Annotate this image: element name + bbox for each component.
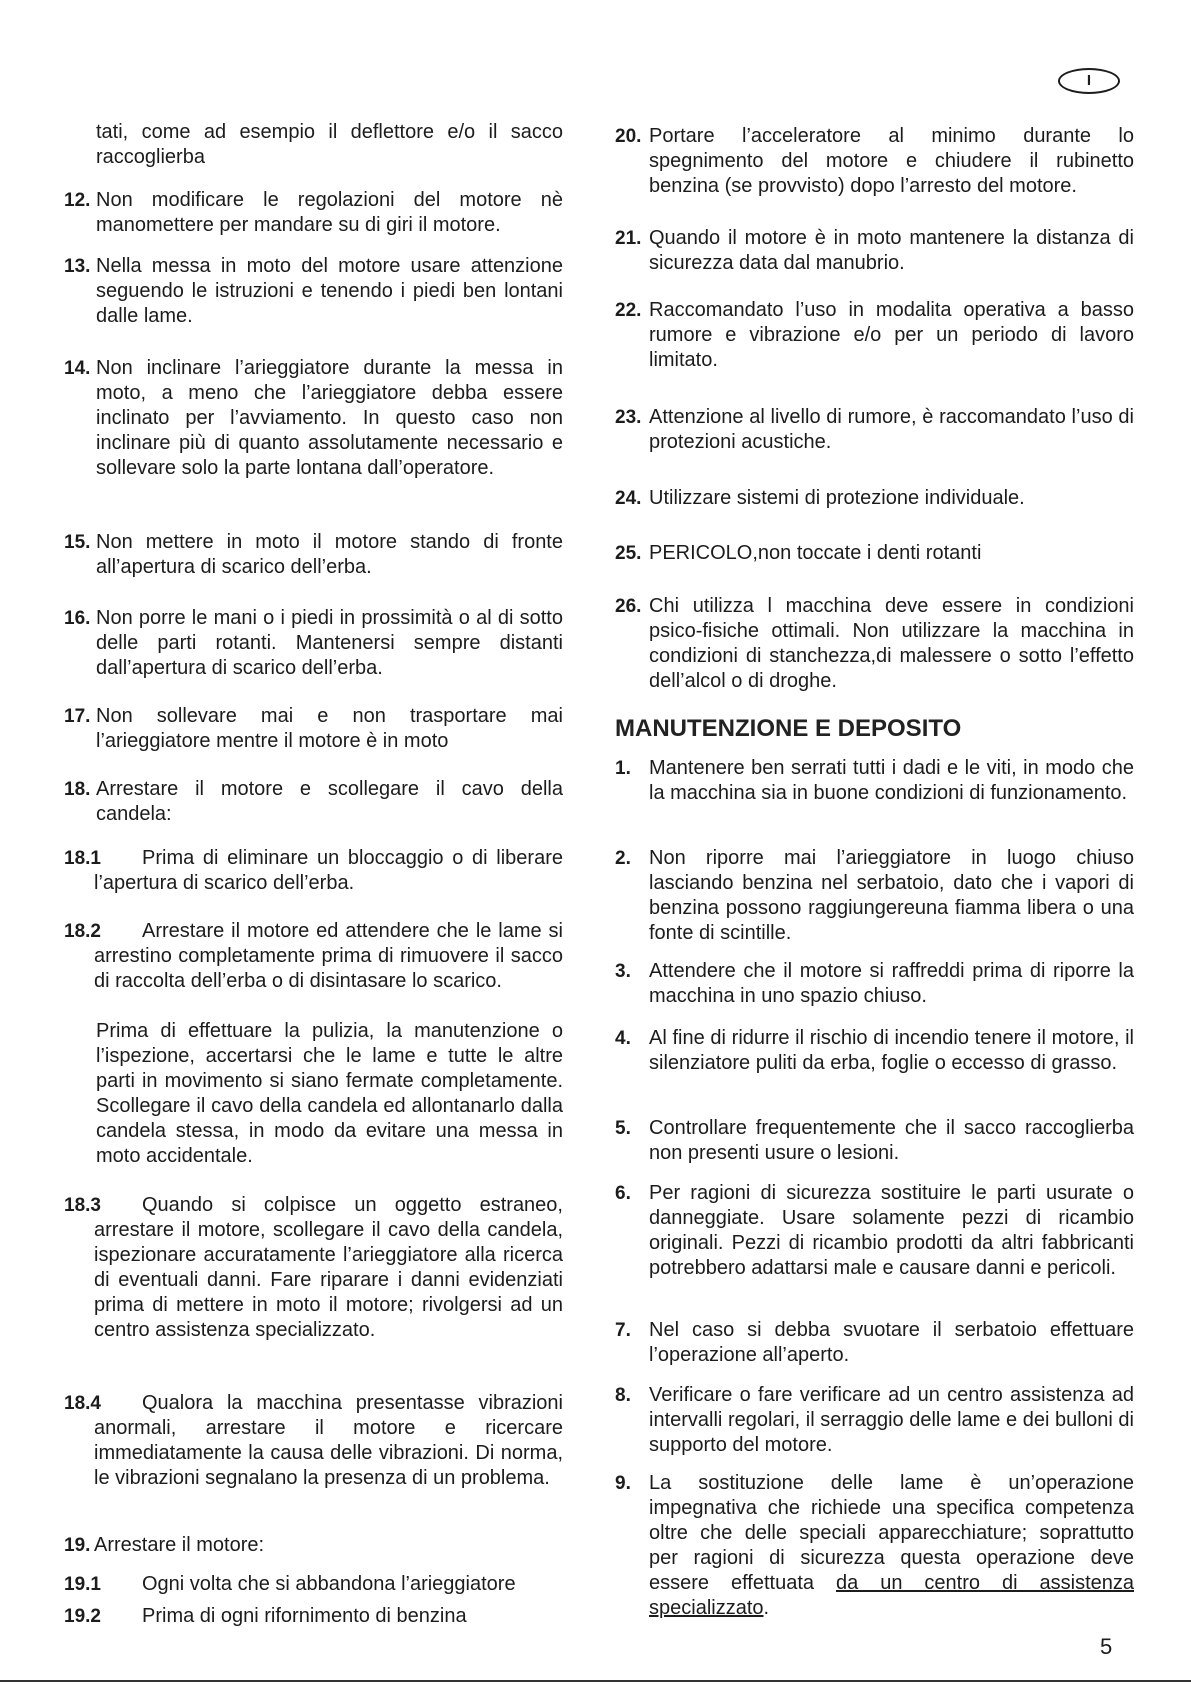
item-number: 9. xyxy=(615,1473,631,1494)
item-number: 12. xyxy=(64,190,91,211)
item-number: 14. xyxy=(64,358,91,379)
sub-item xyxy=(64,1391,563,1491)
list-item xyxy=(615,756,1134,806)
section-title: MANUTENZIONE E DEPOSITO xyxy=(615,715,962,742)
list-item xyxy=(615,1181,1134,1281)
list-item xyxy=(615,124,1134,199)
item-text: Chi utilizza l macchina deve essere in condizioni psico-fisiche ottimali. Non utilizzare la macchina in condizioni di stanchezza,di malessere o sotto l’effetto dell’alcol o di droghe. xyxy=(649,595,1134,692)
paragraph xyxy=(64,1019,563,1169)
item-text xyxy=(649,1471,1134,1621)
item-number: 17. xyxy=(64,706,91,727)
list-item xyxy=(615,541,1134,566)
sub-item xyxy=(64,1604,563,1629)
list-item xyxy=(615,1383,1134,1458)
list-item xyxy=(615,846,1134,946)
item-text: Non riporre mai l’arieggiatore in luogo chiuso lasciando benzina nel serbatoio, dato che i vapori di benzina possono raggiungereuna fiamma libera o una fonte di scintille. xyxy=(649,847,1134,944)
item-number: 25. xyxy=(615,543,642,564)
item-text: Utilizzare sistemi di protezione individuale. xyxy=(649,487,1025,509)
list-item xyxy=(615,1471,1134,1621)
list-item xyxy=(615,226,1134,276)
item-number: 21. xyxy=(615,228,642,249)
item-number: 1. xyxy=(615,758,631,779)
list-item xyxy=(64,606,563,681)
list-item xyxy=(64,356,563,481)
item-number: 19.2 xyxy=(64,1606,101,1627)
item-text: Attendere che il motore si raffreddi prima di riporre la macchina in uno spazio chiuso. xyxy=(649,960,1134,1007)
item-text-tail: . xyxy=(763,1597,770,1619)
list-item xyxy=(615,298,1134,373)
item-text: Controllare frequentemente che il sacco raccoglierba non presenti usure o lesioni. xyxy=(649,1117,1134,1164)
sub-item xyxy=(64,1193,563,1343)
item-text: PERICOLO,non toccate i denti rotanti xyxy=(649,542,982,564)
bottom-rule xyxy=(0,1680,1191,1682)
item-number: 5. xyxy=(615,1118,631,1139)
item-number: 2. xyxy=(615,848,631,869)
list-item xyxy=(64,254,563,329)
item-number: 18.1 xyxy=(64,848,101,869)
list-item xyxy=(615,594,1134,694)
item-number: 3. xyxy=(615,961,631,982)
item-text: Quando si colpisce un oggetto estraneo, arrestare il motore, scollegare il cavo della candela, ispezionare accuratamente l’arieggiatore alla ricerca di eventuali danni. Fare riparare i danni evidenziati prima di mettere in moto il motore; rivolgersi ad un centro assistenza specializzato. xyxy=(94,1194,563,1341)
list-item xyxy=(64,777,563,827)
item-text: Prima di effettuare la pulizia, la manutenzione o l’ispezione, accertarsi che le lame e tutte le altre parti in movimento si siano fermate completamente. Scollegare il cavo della candela ed allontanarlo dalla candela stessa, in modo da evitare una messa in moto accidentale. xyxy=(96,1020,563,1167)
sub-item xyxy=(64,1572,563,1597)
item-number: 24. xyxy=(615,488,642,509)
item-text: Qualora la macchina presentasse vibrazioni anormali, arrestare il motore e ricercare immediatamente la causa delle vibrazioni. Di norma, le vibrazioni segnalano la presenza di un problema. xyxy=(94,1392,563,1489)
page-number: 5 xyxy=(1100,1634,1113,1659)
item-number: 18.3 xyxy=(64,1195,101,1216)
item-text: Attenzione al livello di rumore, è raccomandato l’uso di protezioni acustiche. xyxy=(649,406,1134,453)
item-text: Verificare o fare verificare ad un centro assistenza ad intervalli regolari, il serraggio delle lame e dei bulloni di supporto del motore. xyxy=(649,1384,1134,1456)
list-item xyxy=(64,1533,563,1558)
item-text: Non modificare le regolazioni del motore nè manomettere per mandare su di giri il motore. xyxy=(96,189,563,236)
underlined-text: da un centro di assistenza specializzato xyxy=(649,1572,1134,1619)
item-text: Non inclinare l’arieggiatore durante la messa in moto, a meno che l’arieggiatore debba essere inclinato per l’avviamento. In questo caso non inclinare più di quanto assolutamente necessario e sollevare solo la parte lontana dall’operatore. xyxy=(96,357,563,479)
item-number: 18. xyxy=(64,779,91,800)
item-number: 16. xyxy=(64,608,91,629)
item-number: 18.2 xyxy=(64,921,101,942)
item-number: 4. xyxy=(615,1028,631,1049)
list-item xyxy=(64,188,563,238)
item-text: Nella messa in moto del motore usare attenzione seguendo le istruzioni e tenendo i piedi ben lontani dalle lame. xyxy=(96,255,563,327)
item-number: 15. xyxy=(64,532,91,553)
list-item xyxy=(64,530,563,580)
list-item xyxy=(615,1026,1134,1076)
item-text: Mantenere ben serrati tutti i dadi e le viti, in modo che la macchina sia in buone condizioni di funzionamento. xyxy=(649,757,1134,804)
item-text: Non porre le mani o i piedi in prossimità o al di sotto delle parti rotanti. Mantenersi sempre distanti dall’apertura di scarico dell’erba. xyxy=(96,607,563,679)
list-item xyxy=(615,959,1134,1009)
list-item xyxy=(615,405,1134,455)
sub-item xyxy=(64,919,563,994)
item-text: Ogni volta che si abbandona l’arieggiatore xyxy=(142,1573,516,1595)
item-text: Prima di ogni rifornimento di benzina xyxy=(142,1605,467,1627)
item-number: 7. xyxy=(615,1320,631,1341)
item-text: Quando il motore è in moto mantenere la distanza di sicurezza data dal manubrio. xyxy=(649,227,1134,274)
item-number: 13. xyxy=(64,256,91,277)
item-number: 19. xyxy=(64,1535,91,1556)
item-number: 20. xyxy=(615,126,642,147)
item-number: 22. xyxy=(615,300,642,321)
item-number: 6. xyxy=(615,1183,631,1204)
item-number: 23. xyxy=(615,407,642,428)
item-text: Al fine di ridurre il rischio di incendio tenere il motore, il silenziatore puliti da erba, foglie o eccesso di grasso. xyxy=(649,1027,1134,1074)
item-number: 18.4 xyxy=(64,1393,101,1414)
sub-item xyxy=(64,846,563,896)
item-text: Arrestare il motore ed attendere che le lame si arrestino completamente prima di rimuovere il sacco di raccolta dell’erba o di disintasare lo scarico. xyxy=(94,920,563,992)
item-text: Arrestare il motore: xyxy=(94,1534,265,1556)
item-text: Non sollevare mai e non trasportare mai l’arieggiatore mentre il motore è in moto xyxy=(96,705,563,752)
item-text-main: La sostituzione delle lame è un’operazione impegnativa che richiede una specifica competenza oltre che delle speciali apparecchiature; soprattutto per ragioni di sicurezza questa operazione deve essere effettuata xyxy=(649,1472,1134,1594)
item-text: Nel caso si debba svuotare il serbatoio effettuare l’operazione all’aperto. xyxy=(649,1319,1134,1366)
item-text: Raccomandato l’uso in modalita operativa a basso rumore e vibrazione e/o per un periodo di lavoro limitato. xyxy=(649,299,1134,371)
list-item xyxy=(615,1116,1134,1166)
list-item xyxy=(64,704,563,754)
item-text: Arrestare il motore e scollegare il cavo della candela: xyxy=(96,778,563,825)
item-text: Prima di eliminare un bloccaggio o di liberare l’apertura di scarico dell’erba. xyxy=(94,847,563,894)
item-number: 19.1 xyxy=(64,1574,101,1595)
item-text: Non mettere in moto il motore stando di fronte all’apertura di scarico dell’erba. xyxy=(96,531,563,578)
item-number: 8. xyxy=(615,1385,631,1406)
list-item xyxy=(615,1318,1134,1368)
item-text: Portare l’acceleratore al minimo durante lo spegnimento del motore e chiudere il rubinetto benzina (se provvisto) dopo l’arresto del motore. xyxy=(649,125,1134,197)
language-badge: I xyxy=(1058,68,1120,94)
continuation-text: tati, come ad esempio il deflettore e/o il sacco raccoglierba xyxy=(96,121,563,168)
item-text: Per ragioni di sicurezza sostituire le parti usurate o danneggiate. Usare solamente pezzi di ricambio originali. Pezzi di ricambio prodotti da altri fabbricanti potrebbero adattarsi male e causare danni e pericoli. xyxy=(649,1182,1134,1279)
list-item xyxy=(615,486,1134,511)
item-number: 26. xyxy=(615,596,642,617)
